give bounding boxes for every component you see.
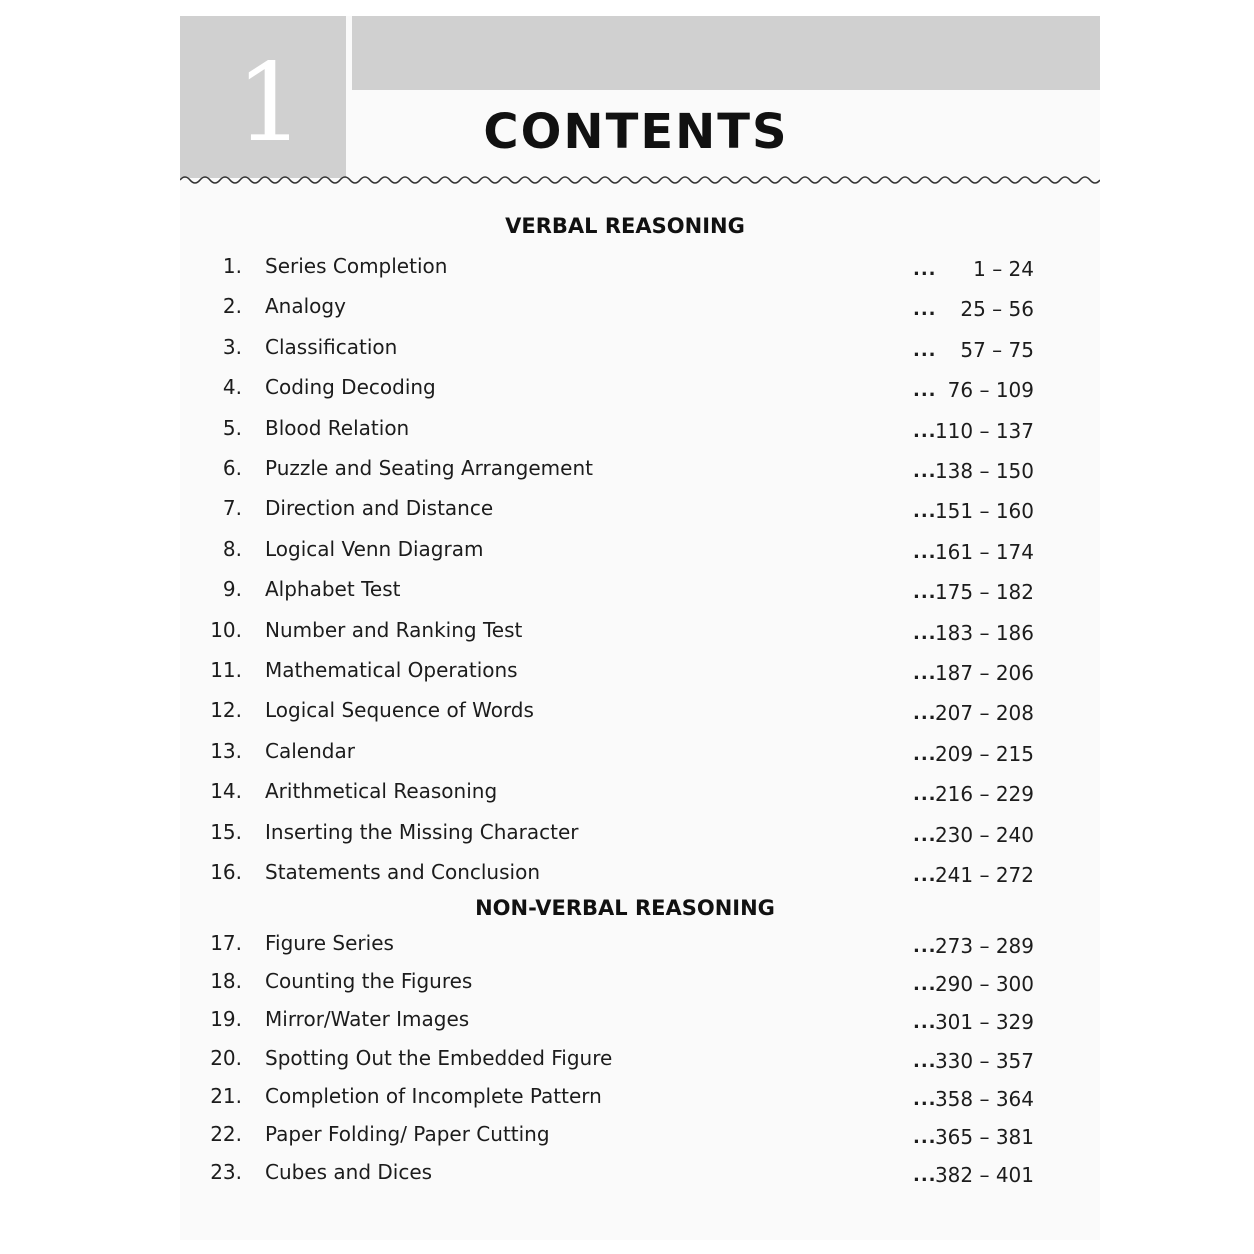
- toc-entry-number: 4.: [222, 375, 242, 400]
- toc-entry-number: 22.: [210, 1122, 242, 1146]
- toc-entry-pages: 301 – 329: [934, 1010, 1034, 1035]
- toc-entry-number: 5.: [222, 415, 242, 440]
- toc-entry-title: Completion of Incomplete Pattern: [265, 1083, 602, 1108]
- toc-entry: [180, 371, 1100, 403]
- toc-entry: [180, 775, 1100, 807]
- toc-leader-dots: ...: [913, 1012, 937, 1034]
- toc-leader-dots: ...: [913, 622, 937, 644]
- toc-entry-pages: 273 – 289: [934, 934, 1034, 958]
- toc-entry-pages: 183 – 186: [934, 620, 1034, 645]
- toc-entry-number: 14.: [210, 779, 242, 804]
- toc-leader-dots: ...: [913, 663, 937, 684]
- toc-leader-dots: ...: [913, 1165, 937, 1187]
- toc-entry: [180, 533, 1100, 565]
- toc-entry-number: 21.: [210, 1083, 242, 1108]
- toc-leader-dots: ...: [913, 703, 937, 725]
- toc-leader-dots: ...: [913, 865, 937, 886]
- toc-leader-dots: ...: [913, 501, 937, 523]
- toc-leader-dots: ...: [913, 974, 937, 996]
- toc-leader-dots: ...: [913, 299, 937, 321]
- toc-entry-number: 13.: [210, 738, 242, 763]
- toc-entry-title: Mathematical Operations: [265, 658, 518, 682]
- toc-entry-title: Analogy: [265, 294, 346, 319]
- toc-entry-title: Mirror/Water Images: [265, 1007, 470, 1032]
- toc-entry: [180, 694, 1100, 726]
- toc-entry-number: 23.: [210, 1160, 242, 1185]
- toc-entry-number: 20.: [210, 1045, 242, 1070]
- toc-entry-title: Calendar: [265, 738, 355, 763]
- toc-entry-title: Logical Venn Diagram: [265, 536, 484, 561]
- toc-entry: [180, 290, 1100, 322]
- toc-entry: [180, 965, 1100, 997]
- toc-entry-number: 6.: [222, 456, 242, 480]
- page-title: CONTENTS: [483, 104, 789, 160]
- toc-entry-number: 16.: [210, 860, 242, 884]
- toc-entry: [180, 1042, 1100, 1074]
- toc-entry-title: Direction and Distance: [265, 496, 494, 521]
- toc-entry-title: Puzzle and Seating Arrangement: [265, 456, 593, 480]
- toc-leader-dots: ...: [913, 824, 937, 846]
- toc-leader-dots: ...: [913, 743, 937, 765]
- toc-entry: [180, 856, 1100, 888]
- toc-entry-number: 19.: [210, 1007, 242, 1032]
- toc-entry-title: Number and Ranking Test: [265, 617, 523, 642]
- toc-entry: [180, 816, 1100, 848]
- toc-leader-dots: ...: [913, 541, 937, 563]
- toc-entry-title: Statements and Conclusion: [265, 860, 540, 884]
- toc-leader-dots: ...: [913, 784, 937, 806]
- toc-entry-title: Paper Folding/ Paper Cutting: [265, 1122, 550, 1146]
- toc-entry-number: 11.: [210, 658, 242, 682]
- toc-entry-title: Arithmetical Reasoning: [265, 779, 498, 804]
- toc-entry-title: Spotting Out the Embedded Figure: [265, 1045, 613, 1070]
- toc-leader-dots: ...: [913, 1088, 937, 1110]
- toc-entry-title: Counting the Figures: [265, 969, 473, 994]
- chapter-number: 1: [235, 41, 305, 166]
- toc-leader-dots: ...: [913, 1127, 937, 1148]
- toc-entry-pages: 365 – 381: [934, 1125, 1034, 1149]
- toc-entry-title: Figure Series: [265, 931, 394, 955]
- toc-leader-dots: ...: [913, 936, 937, 957]
- toc-entry-pages: 175 – 182: [934, 580, 1034, 605]
- section-heading-non-verbal: NON-VERBAL REASONING: [475, 896, 775, 920]
- toc-entry-pages: 187 – 206: [934, 661, 1034, 685]
- contents-page: [180, 16, 1100, 1240]
- toc-entry: [180, 1156, 1100, 1188]
- toc-entry-pages: 207 – 208: [934, 701, 1034, 726]
- toc-leader-dots: ...: [913, 259, 937, 280]
- toc-entry-pages: 230 – 240: [934, 822, 1034, 847]
- toc-entry-title: Series Completion: [265, 254, 448, 278]
- toc-entry-title: Logical Sequence of Words: [265, 698, 534, 723]
- toc-entry-number: 10.: [210, 617, 242, 642]
- toc-entry-pages: 358 – 364: [934, 1086, 1034, 1111]
- toc-entry: [180, 250, 1100, 282]
- toc-entry-number: 2.: [222, 294, 242, 319]
- toc-entry-pages: 110 – 137: [934, 418, 1034, 443]
- toc-entry-title: Inserting the Missing Character: [265, 819, 579, 844]
- toc-leader-dots: ...: [913, 582, 937, 604]
- toc-entry-pages: 25 – 56: [960, 297, 1034, 322]
- header-bar: [352, 16, 1100, 90]
- toc-entry-title: Coding Decoding: [265, 375, 436, 400]
- toc-entry-title: Cubes and Dices: [265, 1160, 433, 1185]
- toc-leader-dots: ...: [913, 1050, 937, 1072]
- toc-entry-pages: 57 – 75: [960, 337, 1034, 362]
- toc-entry: [180, 1003, 1100, 1035]
- toc-entry-title: Alphabet Test: [265, 577, 401, 602]
- toc-entry-title: Blood Relation: [265, 415, 410, 440]
- toc-leader-dots: ...: [913, 461, 937, 482]
- toc-entry-number: 12.: [210, 698, 242, 723]
- toc-entry-title: Classification: [265, 334, 398, 359]
- toc-entry-number: 9.: [222, 577, 242, 602]
- toc-entry-number: 7.: [222, 496, 242, 521]
- toc-entry: [180, 492, 1100, 524]
- toc-entry-number: 15.: [210, 819, 242, 844]
- toc-entry-pages: 241 – 272: [934, 863, 1034, 887]
- toc-entry-pages: 1 – 24: [973, 257, 1034, 281]
- toc-entry-pages: 151 – 160: [934, 499, 1034, 524]
- toc-entry: [180, 654, 1100, 686]
- toc-entry-pages: 216 – 229: [934, 782, 1034, 807]
- toc-entry: [180, 331, 1100, 363]
- toc-leader-dots: ...: [913, 380, 937, 402]
- toc-leader-dots: ...: [913, 339, 937, 361]
- toc-entry-number: 17.: [210, 931, 242, 955]
- toc-entry: [180, 927, 1100, 959]
- wavy-divider: [180, 173, 1100, 187]
- toc-entry: [180, 614, 1100, 646]
- toc-entry: [180, 573, 1100, 605]
- toc-entry-pages: 161 – 174: [934, 539, 1034, 564]
- toc-leader-dots: ...: [913, 420, 937, 442]
- toc-entry-pages: 209 – 215: [934, 741, 1034, 766]
- toc-entry-pages: 382 – 401: [934, 1163, 1034, 1188]
- toc-entry-number: 3.: [222, 334, 242, 359]
- toc-entry: [180, 1080, 1100, 1112]
- toc-entry-pages: 138 – 150: [934, 459, 1034, 483]
- toc-entry-pages: 290 – 300: [934, 972, 1034, 997]
- toc-entry: [180, 412, 1100, 444]
- toc-entry: [180, 735, 1100, 767]
- toc-entry-number: 8.: [222, 536, 242, 561]
- toc-entry-pages: 330 – 357: [934, 1048, 1034, 1073]
- toc-entry-pages: 76 – 109: [947, 378, 1034, 403]
- toc-entry: [180, 452, 1100, 484]
- toc-entry: [180, 1118, 1100, 1150]
- section-heading-verbal: VERBAL REASONING: [505, 214, 745, 238]
- toc-entry-number: 18.: [210, 969, 242, 994]
- toc-entry-number: 1.: [222, 254, 242, 278]
